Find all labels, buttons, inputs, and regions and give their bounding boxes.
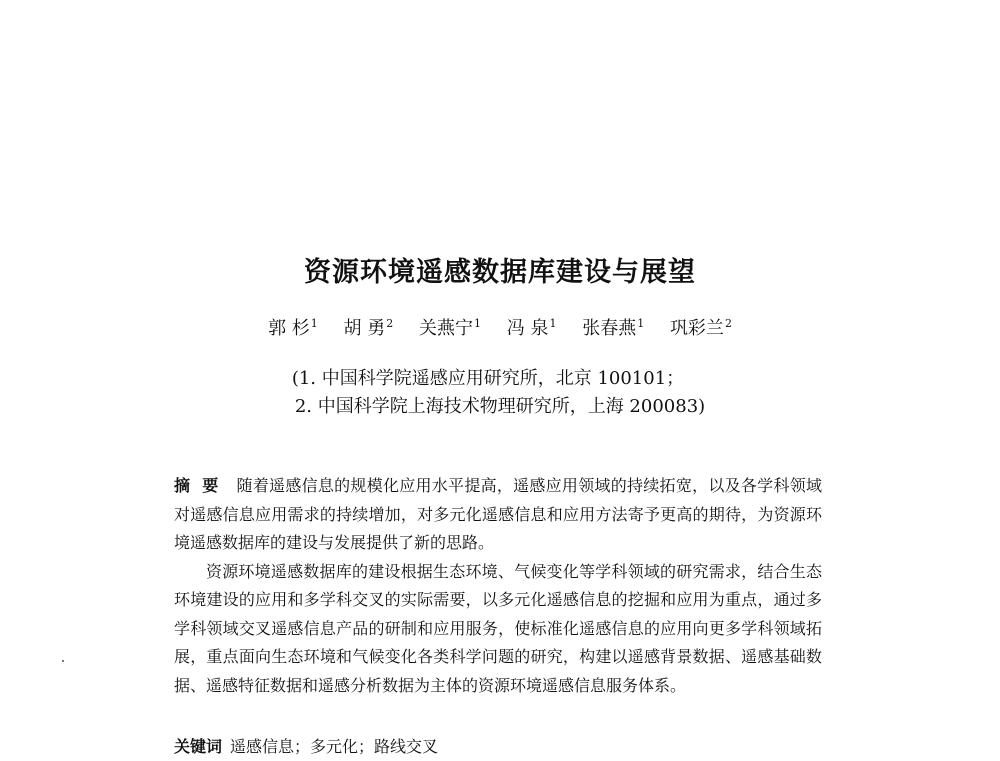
author-name: 胡 勇 — [343, 318, 386, 339]
keywords — [174, 733, 822, 761]
author-affil-mark: 1 — [637, 317, 645, 330]
scan-speck — [62, 660, 64, 662]
abstract-paragraph — [174, 472, 822, 558]
affiliation-2: 2. 中国科学院上海技术物理研究所，上海 200083) — [294, 396, 706, 417]
author-name: 巩彩兰 — [669, 318, 724, 339]
abstract-text: 随着遥感信息的规模化应用水平提高，遥感应用领域的持续拓宽，以及各学科领域对遥感信息应用需求的持续增加，对多元化遥感信息和应用方法寄予更高的期待，为资源环境遥感数据库的建设与发展提供了新的思路。 — [174, 476, 822, 552]
author-name: 冯 泉 — [506, 318, 549, 339]
keywords-text: 遥感信息；多元化；路线交叉 — [230, 737, 439, 756]
author-affil-mark: 1 — [549, 317, 557, 330]
paper-title: 资源环境遥感数据库建设与展望 — [304, 257, 696, 288]
author — [419, 314, 481, 340]
keywords-label: 关键词 — [174, 737, 223, 756]
author — [268, 314, 318, 340]
author-affil-mark: 1 — [310, 317, 318, 330]
abstract-paragraph: 资源环境遥感数据库的建设根据生态环境、气候变化等学科领域的研究需求，结合生态环境建设的应用和多学科交叉的实际需要，以多元化遥感信息的挖掘和应用为重点，通过多学科领域交叉遥感信息产品的研制和应用服务，使标准化遥感信息的应用向更多学科领域拓展，重点面向生态环境和气候变化各类科学问题的研究，构建以遥感背景数据、遥感基础数据、遥感特征数据和遥感分析数据为主体的资源环境遥感信息服务体系。 — [174, 561, 822, 695]
author-name: 郭 杉 — [268, 318, 310, 339]
author-affil-mark: 2 — [386, 317, 394, 330]
author-affil-mark: 2 — [724, 317, 732, 330]
author-name: 关燕宁 — [419, 318, 473, 339]
author — [582, 314, 644, 340]
author-name: 张春燕 — [582, 318, 637, 339]
author — [507, 314, 557, 340]
author-affil-mark: 1 — [474, 317, 481, 330]
abstract — [174, 472, 822, 700]
affiliation-1: (1. 中国科学院遥感应用研究所，北京 100101； — [291, 368, 685, 389]
author-list — [0, 314, 1000, 340]
abstract-label: 摘要 — [174, 476, 231, 495]
author — [344, 314, 394, 340]
author — [670, 314, 732, 340]
